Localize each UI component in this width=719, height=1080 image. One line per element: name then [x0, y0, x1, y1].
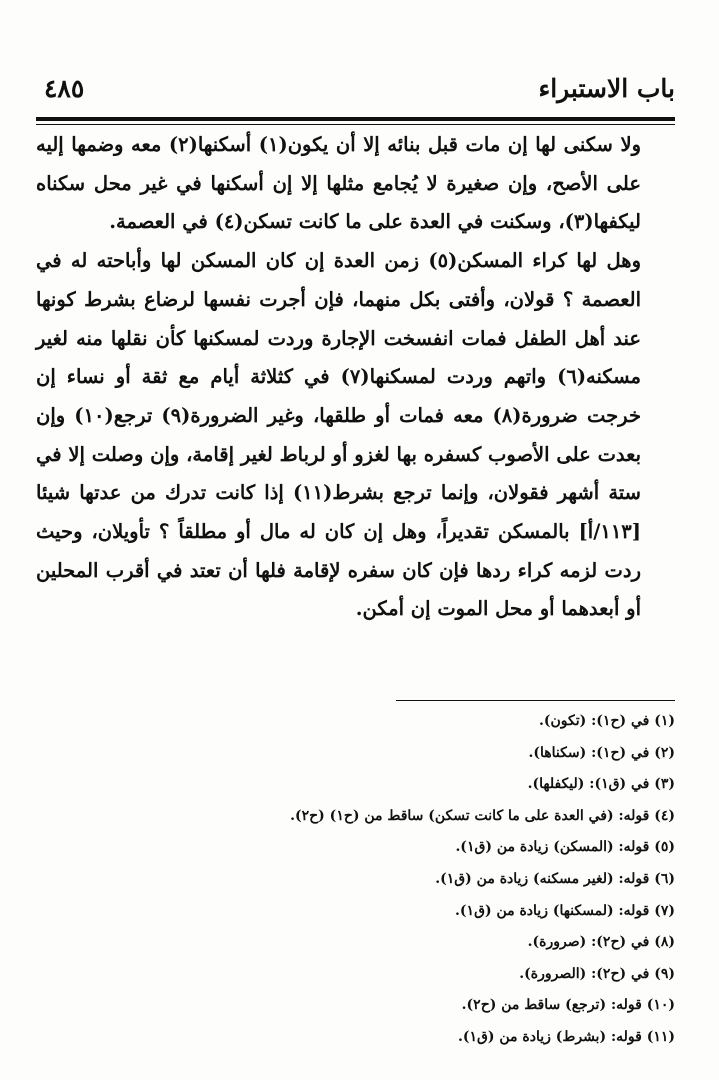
header-rule-thick	[36, 117, 675, 121]
footnote: (١) في (ح١): (تكون).	[538, 713, 675, 729]
chapter-title: باب الاستبراء	[538, 74, 675, 103]
page-number: ٤٨٥	[44, 74, 85, 103]
footnote: (١١) قوله: (بشرط) زيادة من (ق١).	[457, 1028, 675, 1045]
footnote: (٤) قوله: (في العدة على ما كانت تسكن) ساقط من (ح١) (ح٢).	[290, 807, 675, 824]
main-text	[36, 126, 675, 629]
page-header	[36, 70, 675, 116]
footnote: (٨) في (ح٢): (صرورة).	[527, 934, 675, 951]
footnote: (٩) في (ح٢): (الصرورة).	[519, 965, 675, 982]
footnotes	[36, 706, 675, 1054]
paragraph: ولا سكنى لها إن مات قبل بنائه إلا أن يكون(١) أسكنها(٢) معه وضمها إليه على الأصح، وإن صغيرة لا يُجامع مثلها إلا إن أسكنها في غير محل سكناه ليكفها(٣)، وسكنت في العدة على ما كانت تسكن(٤) في العصمة.	[36, 133, 641, 234]
footnote: (٧) قوله: (لمسكنها) زيادة من (ق١).	[455, 902, 675, 919]
footnote: (١٠) قوله: (ترجع) ساقط من (ح٢).	[461, 997, 675, 1014]
footnote: (٦) قوله: (لغير مسكنه) زيادة من (ق١).	[435, 870, 675, 887]
paragraph: وهل لها كراء المسكن(٥) زمن العدة إن كان المسكن لها وأباحته له في العصمة ؟ قولان، وأفتى بكل منهما، فإن أجرت نفسها لرضاع بشرط كونها عند أهل الطفل فمات انفسخت الإجارة وردت لمسكنها كأن نقلها منه لغير مسكنه(٦) واتهم وردت لمسكنها(٧) في كثلاثة أيام مع ثقة أو نساء إن خرجت ضرورة(٨) معه فمات أو طلقها، وغير الضرورة(٩) ترجع(١٠) وإن بعدت على الأصوب كسفره بها لغزو أو لرباط لغير إقامة، وإن وصلت إلا في ستة أشهر فقولان، وإنما ترجع بشرط(١١) إذا كانت تدرك من عدتها شيئا [١١٣/أ] بالمسكن تقديراً، وهل إن كان له مال أو مطلقاً ؟ تأويلان، وحيث ردت لزمه كراء ردها فإن كان سفره لإقامة فلها أن تعتد في أقرب المحلين أو أبعدهما أو محل الموت إن أمكن.	[36, 249, 641, 621]
footnote: (٥) قوله: (المسكن) زيادة من (ق١).	[455, 839, 675, 856]
footnote: (٣) في (ق١): (ليكفلها).	[527, 776, 675, 793]
footnote: (٢) في (ح١): (سكناها).	[528, 744, 675, 761]
footnote-separator	[396, 700, 675, 701]
header-rule-thin	[36, 124, 675, 125]
